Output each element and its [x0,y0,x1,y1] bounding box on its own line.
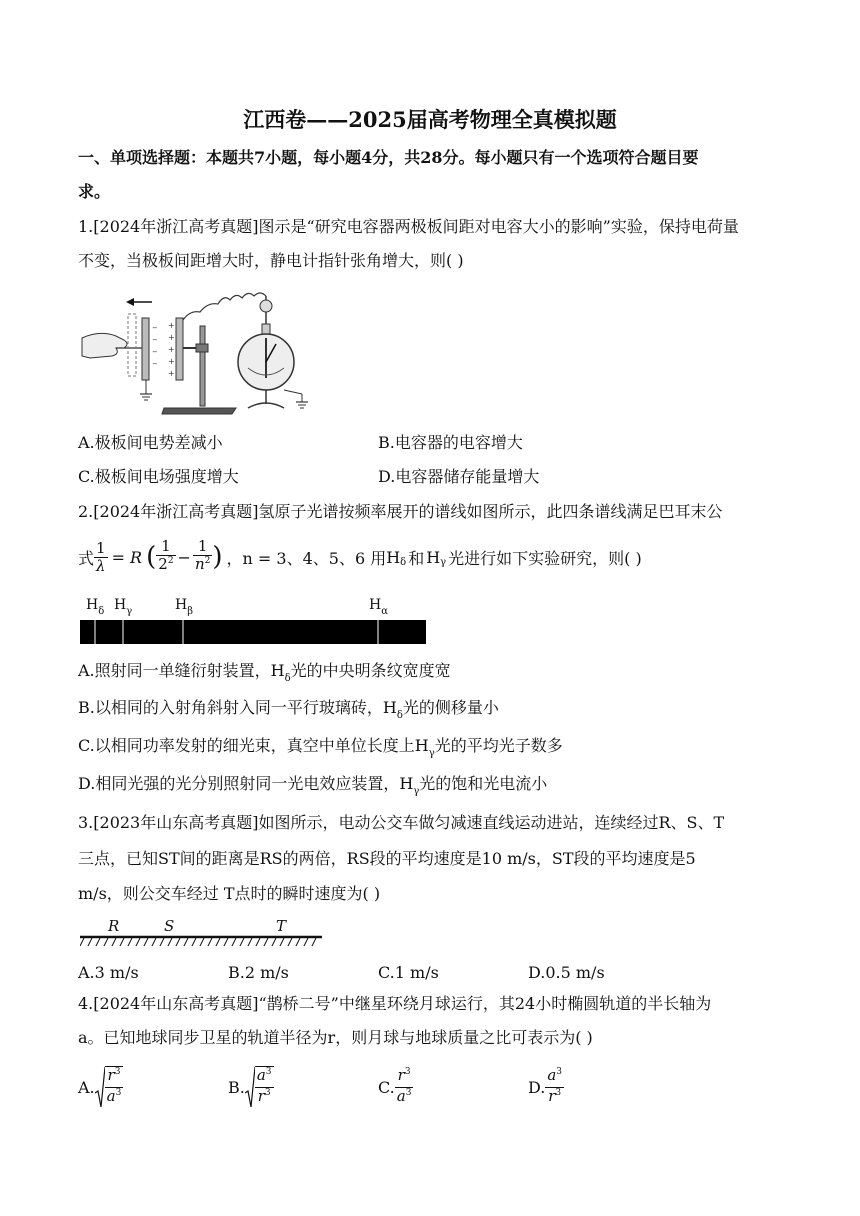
q4-option-a [78,1062,123,1112]
arrow-head-icon [126,298,134,306]
sub: δ [284,673,291,684]
h: H [414,736,429,755]
q2-minus: − [177,547,191,567]
q2-stem-line1: 2.[2024年浙江高考真题]氢原子光谱按频率展开的谱线如图所示，此四条谱线满足巴耳末公 [78,502,723,521]
delta-sub: δ [400,556,407,568]
q4-option-b [228,1062,274,1112]
q4-c-frac [395,1067,414,1108]
q3-option-c: C.1 m/s [378,963,439,982]
frac-num: 1 [193,538,212,556]
gamma-sub: γ [440,556,447,568]
svg-text:+: + [168,369,175,378]
stand-rod [200,326,205,406]
v: a [396,1086,406,1105]
frac-num [545,1067,564,1088]
h: H [270,661,285,680]
q4-a-frac [105,1066,124,1108]
q2-option-d [78,774,547,797]
q3-stem-line1: 3.[2023年山东高考真题]如图所示，电动公交车做匀减速直线运动进站，连续经过R、S、T [78,813,725,832]
v: a [547,1065,557,1084]
v: a [106,1087,116,1105]
q1-stem-line1: 1.[2024年浙江高考真题]图示是“研究电容器两极板间距对电容大小的影响”实验，保持电荷量 [78,217,739,236]
sub: γ [126,606,133,617]
den-2: 2 [158,555,168,573]
v: a [256,1066,266,1084]
spectrum-bar [80,620,428,644]
opt-pre: D.相同光强的光分别照射同一光电效应装置， [78,774,400,793]
frac-num: 1 [156,538,175,556]
frac-num [105,1067,124,1088]
q2-option-a [78,661,451,684]
q2-formula-tail: ，n = 3、4、5、6 用 [226,548,387,568]
frac-den [105,1088,124,1108]
frac-den [545,1088,564,1108]
section-heading-line1: 一、单项选择题：本题共7小题，每小题4分，共28分。每小题只有一个选项符合题目要 [78,148,699,167]
opt-post: 光的中央明条纹宽度宽 [290,661,451,680]
hand-icon [82,333,127,358]
opt-post: 光的平均光子数多 [434,736,563,755]
opt-post: 光的饱和光电流小 [419,774,548,793]
sub: δ [396,710,403,721]
svg-text:+: + [168,321,175,330]
capacitor-electrometer-figure [80,290,310,416]
den-sq: 2 [204,556,211,566]
opt-letter: D. [528,1077,546,1097]
sub: γ [413,786,420,797]
dashed-plate [128,314,136,376]
den-sq: 2 [167,556,174,566]
frac-num [255,1067,274,1088]
opt-post: 光的侧移量小 [402,698,499,717]
sub: γ [428,748,435,759]
frac-num [395,1067,414,1088]
q4-stem-line1: 4.[2024年山东高考真题]“鹊桥二号”中继星环绕月球运行，其24小时椭圆轨道的半长轴为 [78,994,712,1013]
svg-text:−: − [152,336,158,344]
q2-frac-1 [156,538,175,576]
label-h-delta [86,597,105,617]
h: H [382,698,397,717]
e: 3 [265,1067,272,1077]
sub: δ [98,606,105,617]
frac-den [156,556,175,576]
h-gamma-symbol: H [426,547,441,567]
opt-letter: B. [228,1077,245,1097]
v: r [548,1086,556,1105]
sqrt-icon [245,1065,255,1109]
road-figure [80,934,324,948]
h-delta-symbol: H [386,547,401,567]
and-text: 和 [408,548,425,568]
e: 3 [555,1087,562,1098]
frac-den [255,1088,274,1108]
label-h-beta [175,597,193,617]
e: 3 [405,1087,412,1098]
frac-den: λ [96,556,106,575]
v: r [397,1065,405,1084]
den-n: n [194,555,205,573]
svg-text:−: − [152,324,158,332]
v: r [257,1087,265,1105]
opt-pre: A.照射同一单缝衍射装置， [78,661,271,680]
section-heading-line2: 求。 [78,182,111,201]
q3-option-d: D.0.5 m/s [528,963,605,982]
e: 3 [114,1067,121,1077]
label-h-gamma [114,597,133,617]
h: H [369,597,382,613]
q3-stem-line2: 三点，已知ST间的距离是RS的两倍，RS段的平均速度是10 m/s，ST段的平均速度是5 [78,849,696,868]
q4-b-frac [255,1066,274,1108]
e: 3 [404,1066,411,1077]
right-plate [176,318,183,380]
q2-frac-lambda [94,540,108,575]
q3-stem-line3: m/s，则公交车经过 T点时的瞬时速度为( ) [78,884,381,903]
h: H [86,597,99,613]
q2-formula-line [78,537,642,577]
road-hatching [80,938,316,946]
q2-option-b [78,698,499,721]
q3-option-a: A.3 m/s [78,963,139,982]
label-h-alpha [369,597,388,617]
left-paren: ( [146,542,157,572]
road-label-t: T [276,917,287,935]
q2-stem-tail: 光进行如下实验研究，则( ) [448,548,642,568]
frac-den [193,556,212,576]
left-plate [142,318,149,380]
q2-formula-eq: = R [111,547,143,567]
opt-letter: C. [378,1077,395,1097]
svg-text:+: + [168,333,175,342]
frac-num: 1 [96,538,106,557]
q1-option-c: C.极板间电场强度增大 [78,467,239,486]
q4-option-c [378,1062,413,1112]
wire-coil [183,293,266,320]
q2-frac-2 [193,538,212,576]
stand-base [162,408,236,414]
sub: α [381,606,388,617]
svg-text:−: − [152,360,158,368]
page-title: 江西卷——2025届高考物理全真模拟题 [243,107,617,132]
opt-letter: A. [78,1077,95,1097]
q1-option-d: D.电容器储存能量增大 [378,467,540,486]
svg-text:+: + [168,357,175,366]
q1-option-a: A.极板间电势差减小 [78,433,223,452]
h: H [175,597,188,613]
frac-den [395,1088,414,1108]
opt-pre: C.以相同功率发射的细光束，真空中单位长度上 [78,736,415,755]
spectrum-background [80,620,426,644]
q4-stem-line2: a。已知地球同步卫星的轨道半径为r，则月球与地球质量之比可表示为( ) [78,1028,593,1047]
right-paren: ) [212,542,223,572]
v: r [107,1066,115,1084]
q1-stem-line2: 不变，当极板间距增大时，静电计指针张角增大，则( ) [78,251,464,270]
road-label-r: R [108,917,120,935]
q4-option-d [528,1062,564,1112]
e: 3 [556,1066,563,1077]
sub: β [187,606,193,617]
sqrt-icon [95,1065,105,1109]
electrometer-knob [260,300,272,312]
opt-pre: B.以相同的入射角斜射入同一平行玻璃砖， [78,698,383,717]
e: 3 [115,1088,122,1098]
h: H [399,774,414,793]
q2-option-c [78,736,563,759]
q2-formula-prefix: 式 [78,548,95,568]
svg-text:+: + [168,345,175,354]
e: 3 [264,1088,271,1098]
q3-option-b: B.2 m/s [228,963,289,982]
q1-option-b: B.电容器的电容增大 [378,433,523,452]
h: H [114,597,127,613]
road-label-s: S [164,917,175,935]
q4-d-frac [545,1067,564,1108]
svg-text:−: − [152,348,158,356]
